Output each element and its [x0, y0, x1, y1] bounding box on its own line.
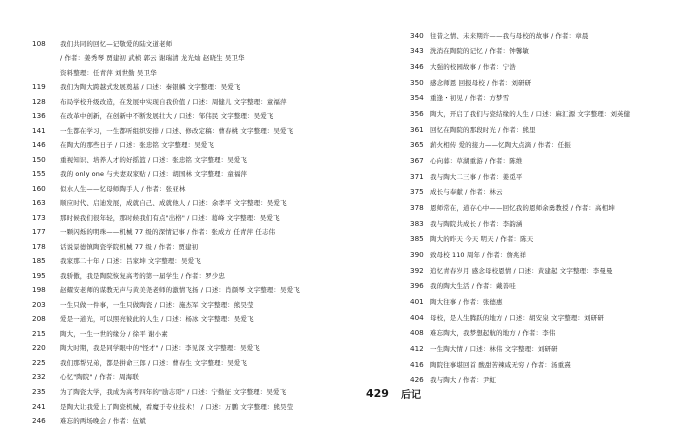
toc-entry-title: 在陶大的那些日子 / 口述：张忠铭 文字整理：吴爱飞	[60, 141, 214, 150]
toc-page-number: 128	[32, 96, 46, 106]
toc-entry	[0, 167, 360, 181]
toc-page-number: 416	[410, 359, 424, 369]
toc-entry-title: 赵耀安老师的谋教无声与黄美尧老师的激情飞扬 / 口述：肖颜琴 文字整理：吴爱飞	[60, 286, 300, 295]
toc-page-number: 232	[32, 372, 46, 382]
toc-page-number: 246	[32, 416, 46, 426]
toc-entry	[0, 109, 360, 123]
toc-entry-title: 心忆"陶院" / 作者：周海联	[60, 373, 139, 382]
toc-entry-title: 是陶大让我爱上了陶瓷机械，看魔于专业技术！ / 口述：万鹏 文字整理：熊昊莹	[60, 402, 294, 411]
toc-entry	[370, 200, 700, 214]
toc-entry	[0, 283, 360, 297]
toc-entry	[370, 248, 700, 262]
toc-entry	[370, 153, 700, 167]
toc-entry	[0, 370, 360, 384]
toc-entry	[370, 357, 700, 371]
toc-page-number: 150	[32, 154, 46, 164]
toc-entry	[0, 384, 360, 398]
toc-page-number: 177	[32, 227, 46, 237]
toc-entry	[0, 138, 360, 152]
page-footer	[366, 386, 421, 401]
toc-page-number: 340	[410, 30, 424, 40]
toc-entry-title: 爱是一道光，可以照亮彼此的人生 / 口述：杨冰 文字整理：吴爱飞	[60, 315, 254, 324]
toc-entry-title: 心向暮：草湖重游 / 作者：陈维	[430, 156, 523, 165]
toc-page-number: 215	[32, 328, 46, 338]
toc-page-number: 178	[32, 241, 46, 251]
toc-entry	[0, 51, 360, 65]
toc-page-number: 241	[32, 401, 46, 411]
toc-entry	[370, 44, 700, 58]
toc-entry	[0, 312, 360, 326]
toc-page-number: 185	[32, 256, 46, 266]
toc-entry-title: 我们共同的回忆—记敬爱的陆文道老师	[60, 39, 173, 48]
toc-entry	[0, 239, 360, 253]
toc-entry-title: 陶大的昨天 今天 明天 / 作者：陈天	[430, 235, 534, 244]
toc-page-number: 385	[410, 234, 424, 244]
toc-entry	[0, 355, 360, 369]
toc-entry-title: 成长与奉献 / 作者：林云	[430, 188, 503, 197]
toc-entry	[370, 295, 700, 309]
toc-page-number: 367	[410, 155, 424, 165]
toc-page-number: 361	[410, 124, 424, 134]
toc-page-number: 392	[410, 265, 424, 275]
toc-entry	[370, 310, 700, 324]
toc-entry-title: 薪火相传 爱的接力——忆陶大点滴 / 作者：任振	[430, 141, 571, 150]
toc-entry-title: 致母校 110 周年 / 作者：詹兆祥	[430, 251, 527, 260]
toc-entry	[370, 59, 700, 73]
toc-page-number: 375	[410, 187, 424, 197]
toc-entry-title: 往昔之情、未来期许——我与母校的故事 / 作者：章晨	[430, 31, 589, 40]
toc-entry	[0, 94, 360, 108]
toc-page-number: 173	[32, 212, 46, 222]
toc-page-number: 155	[32, 169, 46, 179]
toc-page-number: 160	[32, 183, 46, 193]
toc-entry	[370, 75, 700, 89]
toc-entry	[0, 341, 360, 355]
toc-entry-title: 陶大时期，我是同学眼中的"怪才" / 口述：李见深 文字整理：吴爱飞	[60, 344, 260, 353]
toc-entry-title: 为了陶瓷大学，我成为高考四年的"励志哥" / 口述：宁勤征 文字整理：吴爱飞	[60, 387, 287, 396]
toc-entry	[370, 122, 700, 136]
toc-entry-title: 回忆在陶院的那段时光 / 作者：熊里	[430, 125, 536, 134]
toc-entry-title: 陶大往事 / 作者：张德惠	[430, 298, 503, 307]
toc-entry	[0, 225, 360, 239]
toc-entry	[370, 373, 700, 387]
toc-entry-title: 我与陶大 / 作者：尹虹	[430, 376, 497, 385]
toc-entry	[370, 326, 700, 340]
toc-entry	[370, 216, 700, 230]
toc-entry-title: 我的 only one 与夫妻双家贴 / 口述：胡国林 文字整理：童福萍	[60, 170, 248, 179]
toc-entry-title: 恩师常在，道存心中——回忆我的恩师余勇教授 / 作者：高相坤	[430, 203, 615, 212]
toc-entry-title: 我家那二十年 / 口述：吕家坤 文字整理：吴爱飞	[60, 257, 201, 266]
toc-entry	[0, 65, 360, 79]
toc-entry	[370, 28, 700, 42]
toc-page-number: 371	[410, 171, 424, 181]
toc-page-number: 383	[410, 218, 424, 228]
toc-entry	[0, 80, 360, 94]
toc-entry-title: 那时候我们很年轻，那时候我们有点"出格" / 口述：葛峰 文字整理：吴爱飞	[60, 213, 280, 222]
toc-entry	[0, 36, 360, 50]
toc-entry	[0, 210, 360, 224]
toc-page-number: 163	[32, 198, 46, 208]
toc-entry-title: 资料整理：任青萍 刘世勤 吴卫华	[60, 68, 157, 77]
toc-entry	[370, 279, 700, 293]
toc-entry-title: 一生陶大情 / 口述：林伟 文字整理：刘研研	[430, 345, 558, 354]
toc-page-number: 346	[410, 61, 424, 71]
toc-page-number: 195	[32, 270, 46, 280]
toc-page-number: 408	[410, 328, 424, 338]
toc-page-number: 412	[410, 344, 424, 354]
toc-entry	[0, 123, 360, 137]
toc-entry	[0, 268, 360, 282]
toc-page-number: 426	[410, 375, 424, 385]
section-label: 后记	[400, 390, 421, 401]
toc-entry-title: 我骄傲，我是陶院恢复高考的第一届学生 / 作者：罗少忠	[60, 271, 226, 280]
toc-page-number: 208	[32, 314, 46, 324]
toc-entry	[0, 414, 360, 428]
toc-page-number: 225	[32, 357, 46, 367]
toc-entry-title: 我们那帮兄弟，都是拼命三郎 / 口述：曹春生 文字整理：吴爱飞	[60, 358, 247, 367]
toc-entry	[0, 152, 360, 166]
toc-entry-title: 陶院往事堪回首 酸甜苦辣咸无穷 / 作者：汤重熹	[430, 360, 571, 369]
toc-entry	[370, 263, 700, 277]
toc-entry	[0, 297, 360, 311]
toc-entry-title: 布局学校升级改造，在发展中实现自我价值 / 口述：周健儿 文字整理：童福萍	[60, 97, 287, 106]
toc-entry	[370, 138, 700, 152]
toc-page-number: 119	[32, 82, 46, 92]
toc-entry-title: 话说景德镇陶瓷学院机械 77 级 / 作者：贾建初	[60, 242, 199, 251]
toc-page-number: 343	[410, 46, 424, 56]
toc-page-number: 350	[410, 77, 424, 87]
toc-entry-title: 陶大，一生一世的缘分 / 徐平 谢小素	[60, 329, 168, 338]
page-number: 429	[366, 387, 389, 400]
toc-page-number: 378	[410, 202, 424, 212]
toc-entry-title: 洗消在陶院的记忆 / 作者：钟馨敏	[430, 47, 530, 56]
toc-page-number: 220	[32, 343, 46, 353]
toc-entry-title: 重逢・初见 / 作者：方梦雪	[430, 94, 510, 103]
toc-entry	[0, 196, 360, 210]
toc-entry	[0, 326, 360, 340]
toc-entry	[0, 181, 360, 195]
toc-entry-title: 难忘陶大，我梦想起航的地方 / 作者：李伟	[430, 329, 556, 338]
toc-page-number: 354	[410, 93, 424, 103]
toc-page-number: 141	[32, 125, 46, 135]
toc-page-number: 108	[32, 38, 46, 48]
toc-entry-title: 陶大，开启了我们与瓷结缘的人生 / 口述：麻汇源 文字整理：刘英健	[430, 109, 631, 118]
toc-entry-title: 一颗闪烁的明珠——机械 77 级的深情记事 / 作者：张成方 任青萍 任志伟	[60, 228, 276, 237]
toc-entry-title: 感念师恩 回报母校 / 作者：刘研研	[430, 78, 532, 87]
toc-entry-title: 我与陶院共成长 / 作者：李韵涵	[430, 219, 523, 228]
toc-entry	[370, 169, 700, 183]
toc-page-number: 390	[410, 250, 424, 260]
toc-entry-title: 大强的校园故事 / 作者：宁浩	[430, 62, 516, 71]
toc-entry-title: 追忆青春岁月 感念母校恩情 / 口述：黄建起 文字整理：李曼曼	[430, 266, 613, 275]
toc-entry-title: 我的陶大生活 / 作者：戴善哇	[430, 282, 516, 291]
toc-entry	[0, 254, 360, 268]
toc-entry-title: 在改革中创新，在创新中不断发展壮大 / 口述：邹伟民 文字整理：吴爱飞	[60, 112, 274, 121]
toc-entry-title: 我与陶大二三事 / 作者：姜觅平	[430, 172, 523, 181]
toc-page-number: 146	[32, 140, 46, 150]
toc-page-number: 365	[410, 140, 424, 150]
toc-page-number: 396	[410, 281, 424, 291]
toc-entry	[370, 232, 700, 246]
toc-page-number: 356	[410, 108, 424, 118]
toc-entry-title: 难忘的两场晚会 / 作者：伍斌	[60, 417, 146, 426]
toc-page-number: 235	[32, 386, 46, 396]
toc-entry	[0, 399, 360, 413]
toc-page-number: 203	[32, 299, 46, 309]
toc-entry-title: 我们为陶大跨越式发展奠基 / 口述：秦银麟 文字整理：吴爱飞	[60, 83, 241, 92]
toc-entry	[370, 342, 700, 356]
toc-entry	[370, 106, 700, 120]
toc-page-number: 198	[32, 285, 46, 295]
toc-page-number: 401	[410, 297, 424, 307]
toc-entry	[370, 185, 700, 199]
toc-entry-title: 母校，是人生腾跃的地方 / 口述：胡安泉 文字整理：刘研研	[430, 313, 604, 322]
toc-page-number: 404	[410, 312, 424, 322]
toc-entry-title: / 作者：姜秀琴 贾建初 武桢 郭云 谢瑞清 龙光灿 赵晓生 吴卫华	[60, 54, 245, 63]
toc-entry-title: 似水人生——忆母师陶手人 / 作者：张亚林	[60, 184, 186, 193]
toc-entry-title: 顺应时代、启迪发展，成就自己、成就他人 / 口述：余孝平 文字整理：吴爱飞	[60, 199, 287, 208]
toc-entry-title: 重视知识、培养人才的好摇篮 / 口述：张忠铭 文字整理：吴爱飞	[60, 155, 247, 164]
toc-entry-title: 一生只做一件事，一生只做陶瓷 / 口述：施杰军 文字整理：熊昊莹	[60, 300, 254, 309]
toc-page-number: 136	[32, 111, 46, 121]
toc-entry-title: 一生都在学习，一生都听组织安排 / 口述、修改定稿：曹春桃 文字整理：吴爱飞	[60, 126, 294, 135]
toc-entry	[370, 91, 700, 105]
